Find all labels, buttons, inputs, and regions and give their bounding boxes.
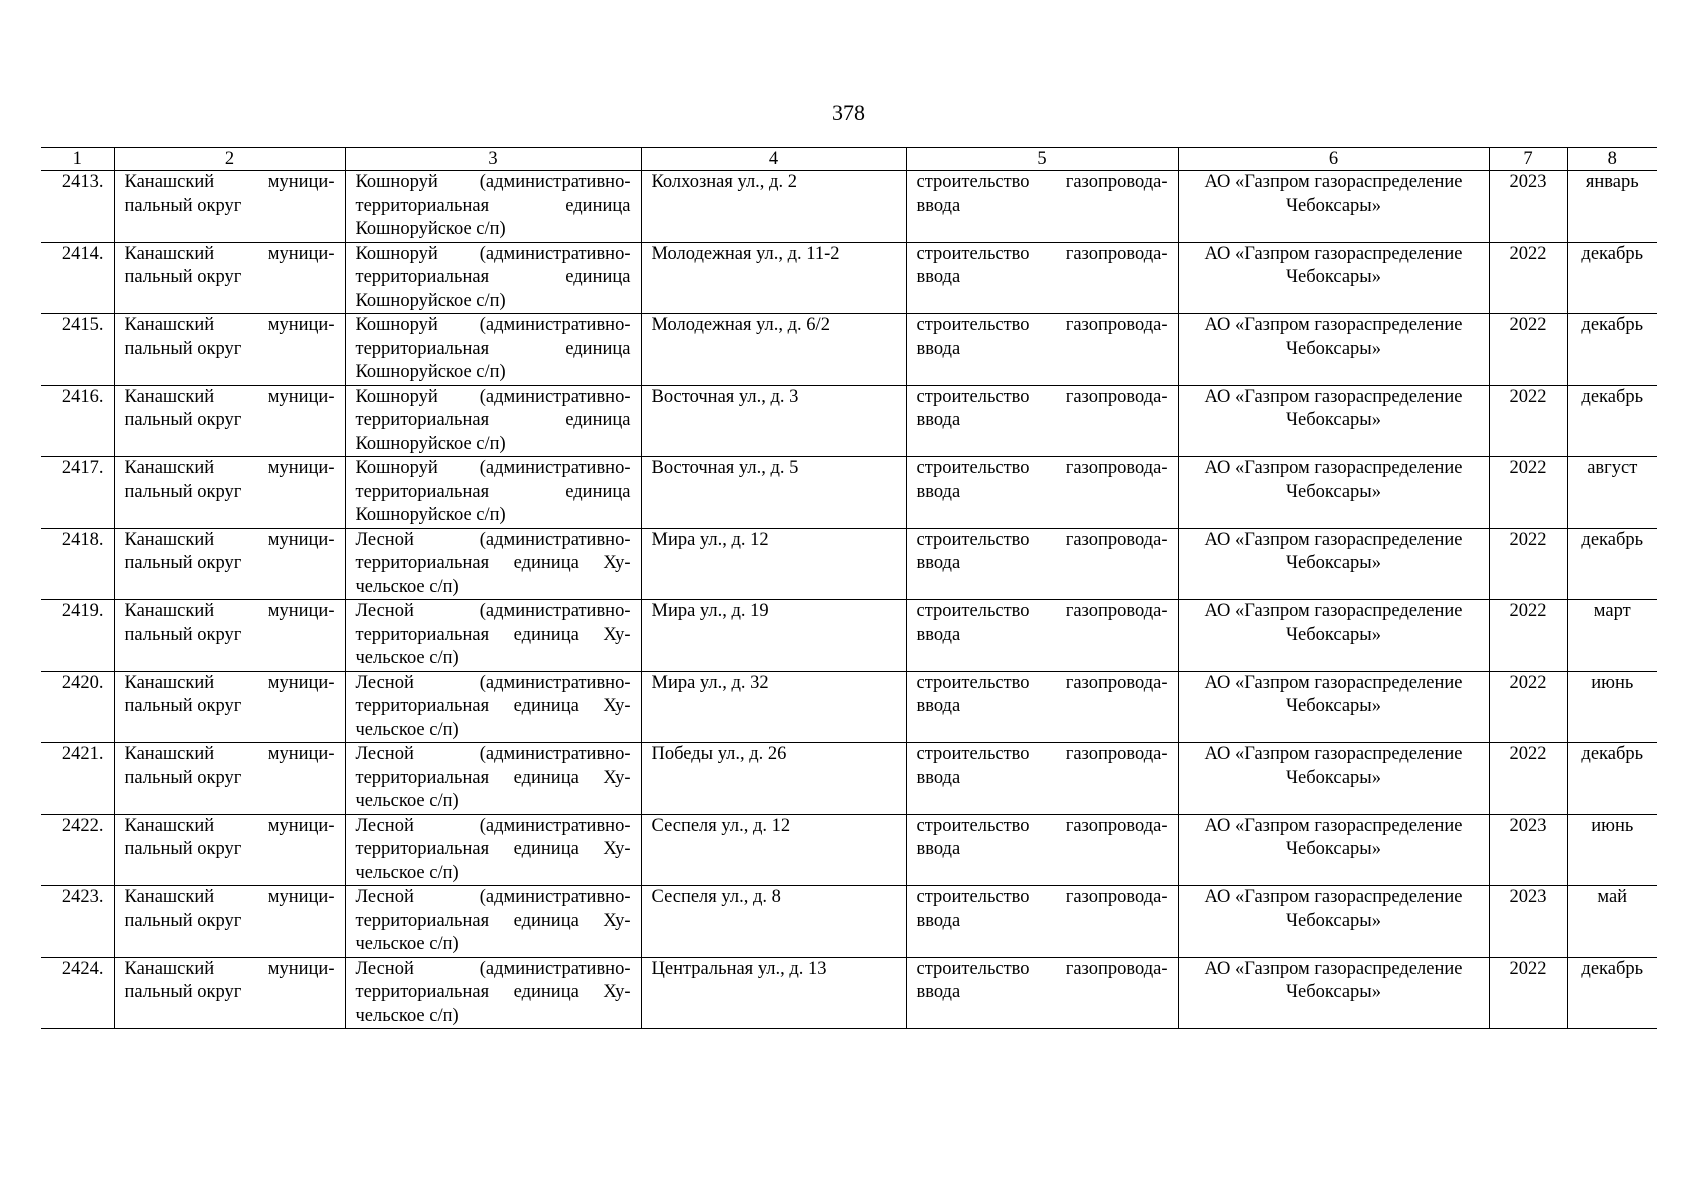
district-cell: Канашский муниципальный округ	[114, 314, 345, 386]
district-cell: Канашский муниципальный округ	[114, 457, 345, 529]
organization-cell: АО «Газпром газораспределение Чебоксары»	[1178, 171, 1489, 243]
district-cell: Канашский муниципальный округ	[114, 743, 345, 815]
works-table	[41, 147, 1657, 1029]
table-body	[41, 171, 1657, 1029]
header-row	[41, 148, 1657, 171]
table-row	[41, 886, 1657, 958]
row-number: 2414.	[41, 242, 114, 314]
row-number: 2423.	[41, 886, 114, 958]
settlement-cell: Лесной (административно-территориальная единица Хучельское с/п)	[345, 886, 641, 958]
month-cell: декабрь	[1567, 385, 1657, 457]
year-cell: 2022	[1489, 385, 1567, 457]
table-row	[41, 814, 1657, 886]
year-cell: 2022	[1489, 457, 1567, 529]
district-cell: Канашский муниципальный округ	[114, 528, 345, 600]
work-type-cell: строительство газопровода-ввода	[906, 528, 1178, 600]
settlement-cell: Кошноруй (административно-территориальная единица Кошноруйское с/п)	[345, 242, 641, 314]
district-cell: Канашский муниципальный округ	[114, 385, 345, 457]
column-header-2: 2	[114, 148, 345, 171]
district-cell: Канашский муниципальный округ	[114, 171, 345, 243]
year-cell: 2022	[1489, 671, 1567, 743]
address-cell: Мира ул., д. 12	[641, 528, 906, 600]
work-type-cell: строительство газопровода-ввода	[906, 171, 1178, 243]
table-row	[41, 600, 1657, 672]
work-type-cell: строительство газопровода-ввода	[906, 385, 1178, 457]
year-cell: 2022	[1489, 314, 1567, 386]
organization-cell: АО «Газпром газораспределение Чебоксары»	[1178, 242, 1489, 314]
address-cell: Сеспеля ул., д. 8	[641, 886, 906, 958]
address-cell: Молодежная ул., д. 11-2	[641, 242, 906, 314]
district-cell: Канашский муниципальный округ	[114, 957, 345, 1029]
column-header-5: 5	[906, 148, 1178, 171]
work-type-cell: строительство газопровода-ввода	[906, 600, 1178, 672]
address-cell: Победы ул., д. 26	[641, 743, 906, 815]
work-type-cell: строительство газопровода-ввода	[906, 743, 1178, 815]
organization-cell: АО «Газпром газораспределение Чебоксары»	[1178, 671, 1489, 743]
work-type-cell: строительство газопровода-ввода	[906, 957, 1178, 1029]
row-number: 2417.	[41, 457, 114, 529]
address-cell: Мира ул., д. 32	[641, 671, 906, 743]
work-type-cell: строительство газопровода-ввода	[906, 671, 1178, 743]
district-cell: Канашский муниципальный округ	[114, 242, 345, 314]
settlement-cell: Лесной (административно-территориальная единица Хучельское с/п)	[345, 600, 641, 672]
district-cell: Канашский муниципальный округ	[114, 886, 345, 958]
table-row	[41, 671, 1657, 743]
organization-cell: АО «Газпром газораспределение Чебоксары»	[1178, 314, 1489, 386]
year-cell: 2022	[1489, 242, 1567, 314]
address-cell: Восточная ул., д. 5	[641, 457, 906, 529]
table-row	[41, 385, 1657, 457]
settlement-cell: Кошноруй (административно-территориальная единица Кошноруйское с/п)	[345, 171, 641, 243]
address-cell: Центральная ул., д. 13	[641, 957, 906, 1029]
row-number: 2419.	[41, 600, 114, 672]
page-number: 378	[832, 100, 865, 125]
organization-cell: АО «Газпром газораспределение Чебоксары»	[1178, 957, 1489, 1029]
settlement-cell: Лесной (административно-территориальная единица Хучельское с/п)	[345, 743, 641, 815]
month-cell: декабрь	[1567, 957, 1657, 1029]
row-number: 2421.	[41, 743, 114, 815]
year-cell: 2022	[1489, 957, 1567, 1029]
settlement-cell: Кошноруй (административно-территориальная единица Кошноруйское с/п)	[345, 457, 641, 529]
row-number: 2413.	[41, 171, 114, 243]
month-cell: май	[1567, 886, 1657, 958]
year-cell: 2022	[1489, 743, 1567, 815]
district-cell: Канашский муниципальный округ	[114, 814, 345, 886]
organization-cell: АО «Газпром газораспределение Чебоксары»	[1178, 886, 1489, 958]
row-number: 2424.	[41, 957, 114, 1029]
settlement-cell: Лесной (административно-территориальная единица Хучельское с/п)	[345, 671, 641, 743]
organization-cell: АО «Газпром газораспределение Чебоксары»	[1178, 600, 1489, 672]
settlement-cell: Лесной (административно-территориальная единица Хучельское с/п)	[345, 957, 641, 1029]
organization-cell: АО «Газпром газораспределение Чебоксары»	[1178, 457, 1489, 529]
year-cell: 2022	[1489, 600, 1567, 672]
column-header-1: 1	[41, 148, 114, 171]
table-row	[41, 957, 1657, 1029]
address-cell: Восточная ул., д. 3	[641, 385, 906, 457]
organization-cell: АО «Газпром газораспределение Чебоксары»	[1178, 743, 1489, 815]
row-number: 2418.	[41, 528, 114, 600]
month-cell: декабрь	[1567, 528, 1657, 600]
address-cell: Мира ул., д. 19	[641, 600, 906, 672]
row-number: 2420.	[41, 671, 114, 743]
row-number: 2415.	[41, 314, 114, 386]
month-cell: август	[1567, 457, 1657, 529]
table-row	[41, 528, 1657, 600]
address-cell: Сеспеля ул., д. 12	[641, 814, 906, 886]
table-row	[41, 242, 1657, 314]
work-type-cell: строительство газопровода-ввода	[906, 814, 1178, 886]
table-row	[41, 743, 1657, 815]
month-cell: июнь	[1567, 814, 1657, 886]
column-header-8: 8	[1567, 148, 1657, 171]
column-header-7: 7	[1489, 148, 1567, 171]
column-header-6: 6	[1178, 148, 1489, 171]
year-cell: 2023	[1489, 814, 1567, 886]
month-cell: декабрь	[1567, 314, 1657, 386]
month-cell: декабрь	[1567, 743, 1657, 815]
year-cell: 2022	[1489, 528, 1567, 600]
month-cell: январь	[1567, 171, 1657, 243]
settlement-cell: Лесной (административно-территориальная единица Хучельское с/п)	[345, 528, 641, 600]
row-number: 2416.	[41, 385, 114, 457]
settlement-cell: Кошноруй (административно-территориальная единица Кошноруйское с/п)	[345, 385, 641, 457]
work-type-cell: строительство газопровода-ввода	[906, 242, 1178, 314]
organization-cell: АО «Газпром газораспределение Чебоксары»	[1178, 814, 1489, 886]
month-cell: декабрь	[1567, 242, 1657, 314]
table-row	[41, 457, 1657, 529]
work-type-cell: строительство газопровода-ввода	[906, 457, 1178, 529]
year-cell: 2023	[1489, 171, 1567, 243]
row-number: 2422.	[41, 814, 114, 886]
table-row	[41, 314, 1657, 386]
year-cell: 2023	[1489, 886, 1567, 958]
work-type-cell: строительство газопровода-ввода	[906, 886, 1178, 958]
month-cell: июнь	[1567, 671, 1657, 743]
address-cell: Колхозная ул., д. 2	[641, 171, 906, 243]
district-cell: Канашский муниципальный округ	[114, 600, 345, 672]
settlement-cell: Кошноруй (административно-территориальная единица Кошноруйское с/п)	[345, 314, 641, 386]
work-type-cell: строительство газопровода-ввода	[906, 314, 1178, 386]
table-header	[41, 148, 1657, 171]
month-cell: март	[1567, 600, 1657, 672]
organization-cell: АО «Газпром газораспределение Чебоксары»	[1178, 385, 1489, 457]
district-cell: Канашский муниципальный округ	[114, 671, 345, 743]
table-row	[41, 171, 1657, 243]
column-header-4: 4	[641, 148, 906, 171]
settlement-cell: Лесной (административно-территориальная единица Хучельское с/п)	[345, 814, 641, 886]
column-header-3: 3	[345, 148, 641, 171]
organization-cell: АО «Газпром газораспределение Чебоксары»	[1178, 528, 1489, 600]
address-cell: Молодежная ул., д. 6/2	[641, 314, 906, 386]
